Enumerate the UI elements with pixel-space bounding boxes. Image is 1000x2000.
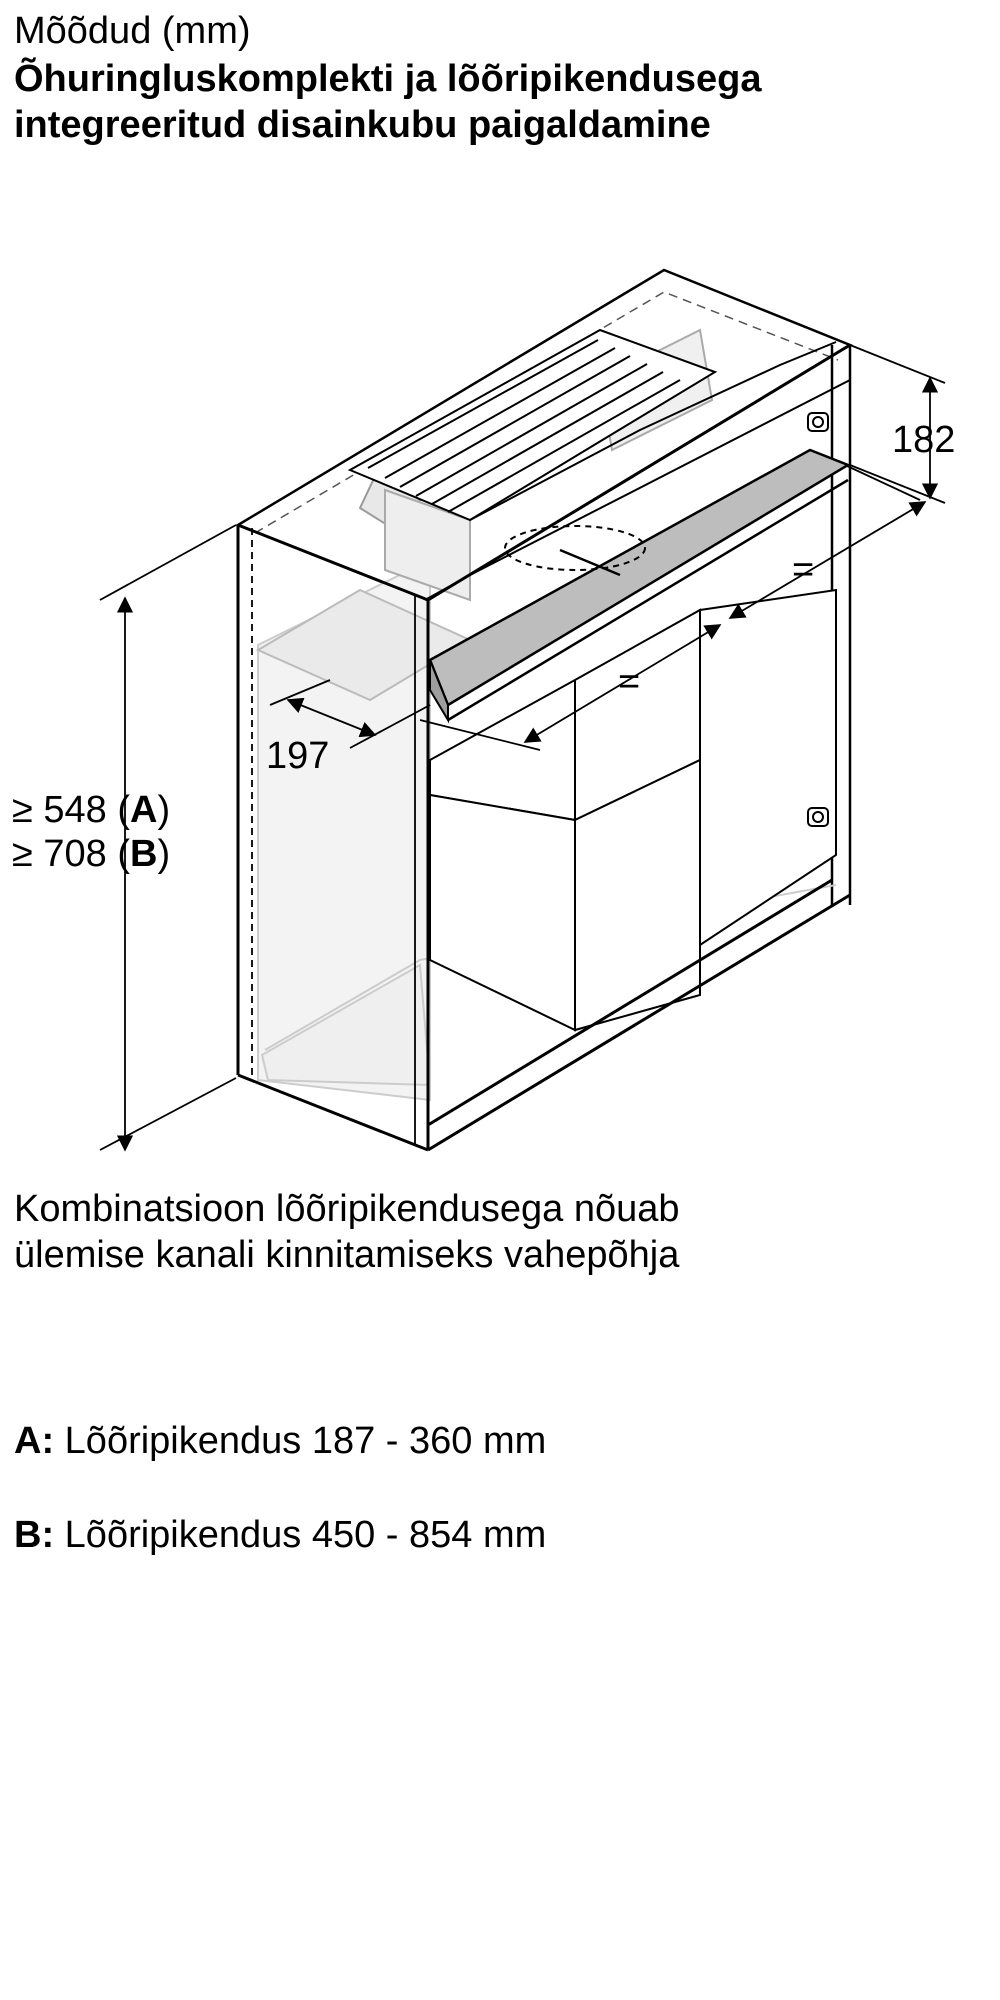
dimension-182-label: 182 [892,419,956,461]
height-b-label: ≥ 708 (B) [12,833,171,875]
legend-text-a: Lõõripikendus 187 - 360 mm [64,1420,547,1462]
legend-key-a: A: [14,1420,55,1462]
equal-sign-left: = [618,661,641,703]
page-title [14,56,761,148]
installation-note [14,1186,974,1278]
dimensions-subtitle: Mõõdud (mm) [14,10,251,52]
dimension-197-label: 197 [266,735,330,777]
cabinet-installation-drawing [0,250,1000,1170]
title-line-1: Õhuringluskomplekti ja lõõripikendusega [14,58,762,100]
note-line-1: Kombinatsioon lõõripikendusega nõuab [14,1188,680,1230]
title-line-2: integreeritud disainkubu paigaldamine [14,104,711,146]
equal-sign-right: = [792,549,815,591]
legend-item-b [14,1512,546,1558]
note-line-2: ülemise kanali kinnitamiseks vahepõhja [14,1234,680,1276]
legend-item-a [14,1418,546,1464]
legend-text-b: Lõõripikendus 450 - 854 mm [64,1514,547,1556]
height-a-label: ≥ 548 (A) [12,789,171,831]
legend-key-b: B: [14,1514,55,1556]
